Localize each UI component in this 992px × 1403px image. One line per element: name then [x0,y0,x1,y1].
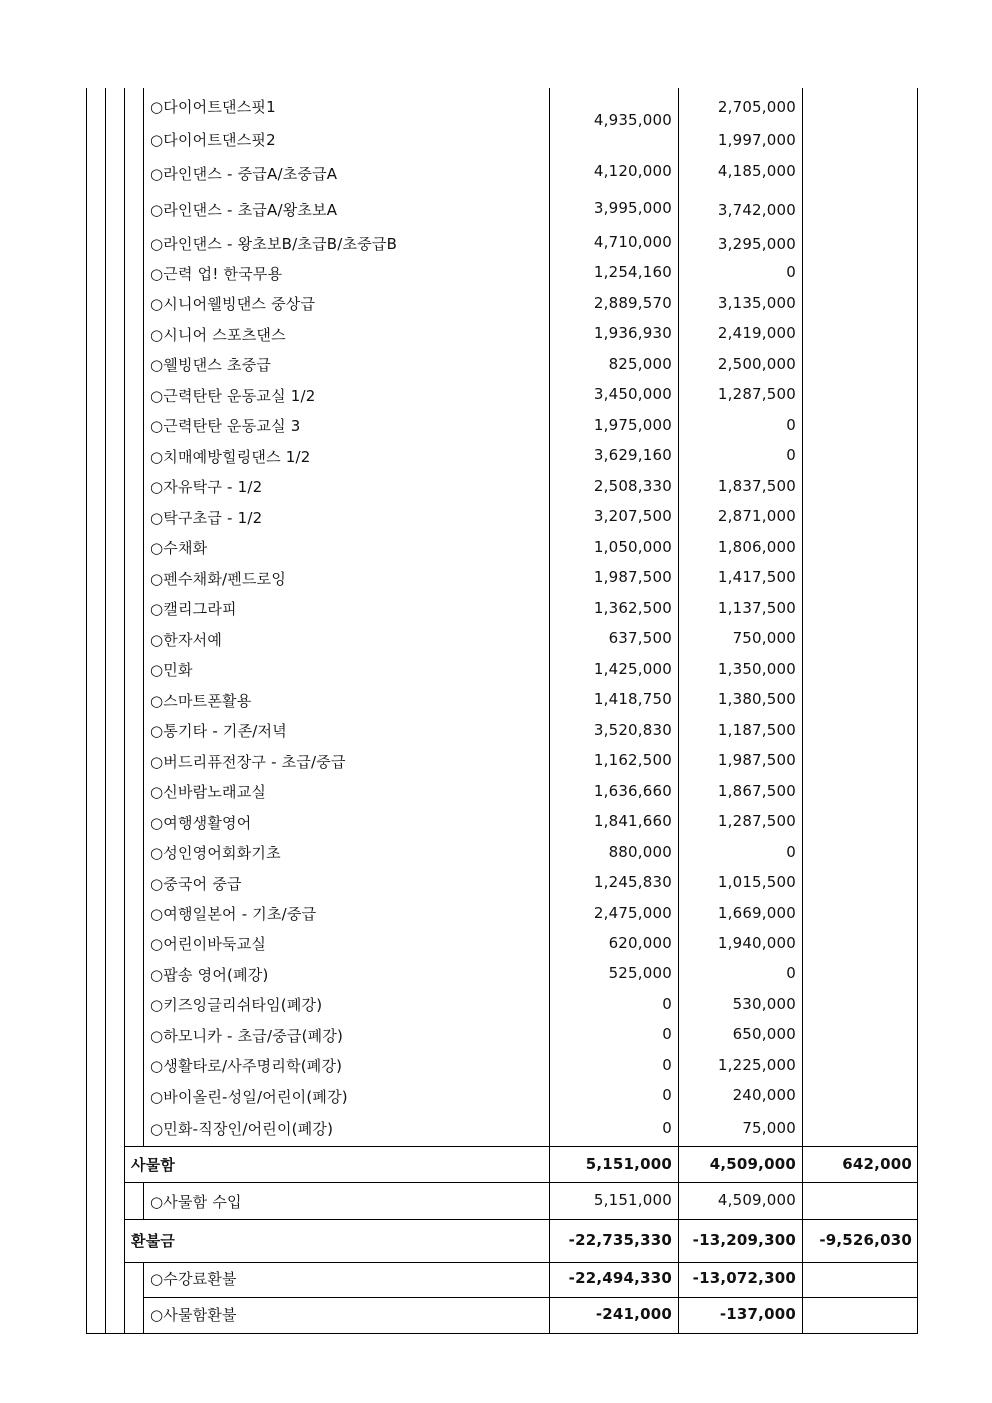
item-name: ○웰빙댄스 초중급 [150,356,272,374]
item-name: ○여행일본어 - 기초/중급 [150,905,317,923]
item-name: ○탁구초급 - 1/2 [150,509,263,527]
item-value-prior: -241,000 [595,1305,672,1323]
table-border-left [86,88,87,1334]
item-name: ○여행생활영어 [150,814,252,832]
item-value-current: -137,000 [719,1305,796,1323]
item-value-current: 0 [786,446,796,464]
item-value-prior: 1,254,160 [593,263,672,281]
column-divider-1 [549,88,550,1334]
section-value-current: -13,209,300 [692,1231,796,1249]
item-name: ○치매예방힐링댄스 1/2 [150,448,311,466]
item-value-current: 0 [786,416,796,434]
item-indent-line-a [143,88,144,1146]
item-value-prior: -22,494,330 [568,1269,672,1287]
row-line [124,1262,918,1263]
item-value-prior: 3,207,500 [593,507,672,525]
row-line [143,1297,918,1298]
item-name: ○성인영어회화기초 [150,844,281,862]
item-name: ○시니어웰빙댄스 중상급 [150,295,316,313]
item-value-prior: 5,151,000 [593,1191,672,1209]
item-value-prior: 3,995,000 [593,199,672,217]
item-name: ○민화-직장인/어린이(폐강) [150,1120,334,1138]
item-value-current: 0 [786,263,796,281]
item-name: ○시니어 스포츠댄스 [150,326,286,344]
item-value-prior: 1,975,000 [593,416,672,434]
item-name: ○수채화 [150,539,208,557]
item-value-prior: 4,710,000 [593,233,672,251]
item-value-prior: 3,450,000 [593,385,672,403]
item-value-current: 75,000 [742,1119,796,1137]
item-value-current: 1,187,500 [717,721,796,739]
item-value-current: 3,135,000 [717,294,796,312]
item-value-prior: 0 [662,1119,672,1137]
item-name: ○다이어트댄스핏1 [150,98,276,116]
item-value-current: 1,287,500 [717,812,796,830]
item-value-current: 1,350,000 [717,660,796,678]
item-name: ○캘리그라피 [150,600,237,618]
item-value-prior: 637,500 [608,629,672,647]
item-name: ○생활타로/사주명리학(폐강) [150,1057,343,1075]
item-indent-line-b [143,1182,144,1219]
item-value-current: 1,867,500 [717,782,796,800]
indent-line-1 [105,88,106,1334]
item-value-prior: 2,889,570 [593,294,672,312]
item-value-current: 1,806,000 [717,538,796,556]
item-value-current: 2,500,000 [717,355,796,373]
item-value-current: 2,871,000 [717,507,796,525]
section-value-prior: 5,151,000 [585,1155,672,1173]
item-name: ○민화 [150,661,193,679]
section-value-diff: -9,526,030 [819,1231,912,1249]
item-value-prior: 0 [662,1086,672,1104]
item-name: ○자유탁구 - 1/2 [150,478,263,496]
item-value-current: 1,417,500 [717,568,796,586]
item-value-current: 1,987,500 [717,751,796,769]
row-line [124,1182,918,1183]
item-indent-line-c [143,1262,144,1334]
item-name: ○사물함환불 [150,1306,237,1324]
item-value-current: 3,742,000 [717,201,796,219]
item-name: ○하모니카 - 초급/중급(폐강) [150,1027,344,1045]
item-value-prior-combined: 4,935,000 [593,111,672,129]
section-value-prior: -22,735,330 [568,1231,672,1249]
item-value-current: 1,940,000 [717,934,796,952]
table-border-right [917,88,918,1334]
item-value-current: 2,705,000 [717,98,796,116]
item-value-prior: 1,245,830 [593,873,672,891]
section-value-current: 4,509,000 [709,1155,796,1173]
item-value-prior: 825,000 [608,355,672,373]
item-value-prior: 3,629,160 [593,446,672,464]
item-name: ○사물함 수입 [150,1193,242,1211]
item-value-current: 1,997,000 [717,131,796,149]
item-value-prior: 0 [662,995,672,1013]
item-value-prior: 525,000 [608,964,672,982]
item-name: ○스마트폰활용 [150,692,252,710]
table-border-bottom [86,1333,918,1334]
item-name: ○키즈잉글리쉬타임(폐강) [150,996,323,1014]
item-value-current: 1,669,000 [717,904,796,922]
item-value-current: 1,287,500 [717,385,796,403]
item-name: ○라인댄스 - 중급A/초중급A [150,165,338,183]
item-value-current: 0 [786,964,796,982]
item-value-prior: 4,120,000 [593,162,672,180]
section-title-refund: 환불금 [131,1232,176,1250]
item-value-current: -13,072,300 [692,1269,796,1287]
item-name: ○수강료환불 [150,1270,237,1288]
item-value-current: 240,000 [732,1086,796,1104]
item-value-prior: 620,000 [608,934,672,952]
item-value-current: 650,000 [732,1025,796,1043]
item-value-prior: 880,000 [608,843,672,861]
section-value-diff: 642,000 [842,1155,912,1173]
item-value-prior: 0 [662,1056,672,1074]
item-value-prior: 1,050,000 [593,538,672,556]
item-value-current: 2,419,000 [717,324,796,342]
item-value-prior: 2,508,330 [593,477,672,495]
item-name: ○라인댄스 - 왕초보B/초급B/초중급B [150,235,398,253]
item-value-prior: 1,936,930 [593,324,672,342]
column-divider-2 [678,88,679,1334]
item-name: ○팝송 영어(폐강) [150,966,269,984]
item-value-current: 530,000 [732,995,796,1013]
item-value-current: 1,380,500 [717,690,796,708]
section-title-locker: 사물함 [131,1156,176,1174]
item-value-current: 1,015,500 [717,873,796,891]
item-name: ○통기타 - 기존/저녁 [150,722,287,740]
item-value-current: 0 [786,843,796,861]
item-value-current: 1,225,000 [717,1056,796,1074]
item-name: ○중국어 중급 [150,875,242,893]
item-value-prior: 2,475,000 [593,904,672,922]
item-name: ○어린이바둑교실 [150,935,267,953]
item-name: ○근력 업! 한국무용 [150,265,283,283]
item-name: ○근력탄탄 운동교실 3 [150,417,301,435]
row-line [124,1146,918,1147]
item-value-prior: 3,520,830 [593,721,672,739]
item-value-prior: 0 [662,1025,672,1043]
item-value-prior: 1,841,660 [593,812,672,830]
item-value-prior: 1,418,750 [593,690,672,708]
item-value-current: 1,137,500 [717,599,796,617]
item-value-prior: 1,162,500 [593,751,672,769]
column-divider-3 [802,88,803,1334]
item-value-prior: 1,362,500 [593,599,672,617]
item-name: ○라인댄스 - 초급A/왕초보A [150,201,338,219]
item-name: ○바이올린-성일/어린이(폐강) [150,1088,348,1106]
row-line [124,1219,918,1220]
item-value-current: 4,509,000 [717,1191,796,1209]
item-value-prior: 1,987,500 [593,568,672,586]
item-value-prior: 1,636,660 [593,782,672,800]
item-name: ○신바람노래교실 [150,783,267,801]
item-value-current: 3,295,000 [717,235,796,253]
item-name: ○버드리퓨전장구 - 초급/중급 [150,753,346,771]
item-name: ○펜수채화/펜드로잉 [150,570,287,588]
indent-line-2 [124,88,125,1334]
item-name: ○다이어트댄스핏2 [150,131,276,149]
item-value-current: 1,837,500 [717,477,796,495]
item-name: ○한자서예 [150,631,223,649]
item-value-prior: 1,425,000 [593,660,672,678]
item-value-current: 4,185,000 [717,162,796,180]
item-value-current: 750,000 [732,629,796,647]
item-name: ○근력탄탄 운동교실 1/2 [150,387,316,405]
